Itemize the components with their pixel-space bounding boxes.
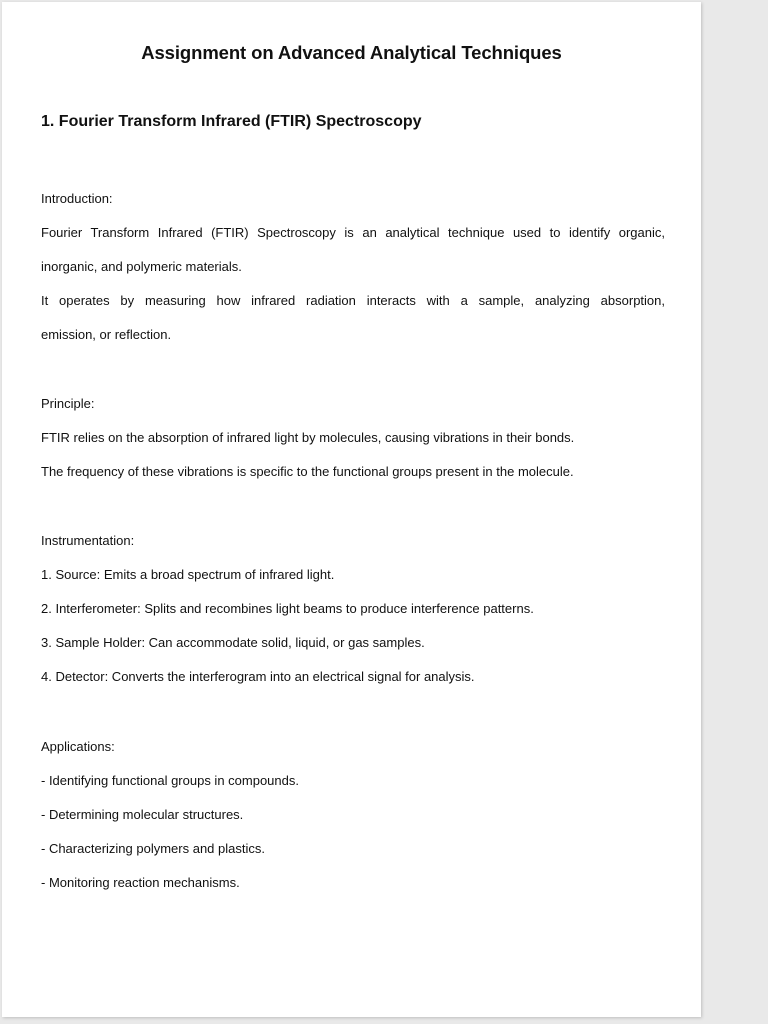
instrumentation-label: Instrumentation: bbox=[41, 533, 135, 548]
introduction-line: It operates by measuring how infrared radiation interacts with a sample, analyzing absorption, bbox=[41, 293, 665, 308]
document-title: Assignment on Advanced Analytical Techniques bbox=[141, 42, 562, 63]
applications-item: - Characterizing polymers and plastics. bbox=[41, 841, 265, 856]
applications-item: - Determining molecular structures. bbox=[41, 807, 244, 822]
applications-item: - Monitoring reaction mechanisms. bbox=[41, 875, 240, 890]
section-heading: 1. Fourier Transform Infrared (FTIR) Spectroscopy bbox=[41, 113, 422, 130]
applications-label: Applications: bbox=[41, 739, 115, 754]
applications-item: - Identifying functional groups in compounds. bbox=[41, 773, 299, 788]
introduction-label: Introduction: bbox=[41, 191, 113, 206]
document-page bbox=[2, 2, 701, 1017]
introduction-line: inorganic, and polymeric materials. bbox=[41, 259, 242, 274]
principle-line: The frequency of these vibrations is specific to the functional groups present in the molecule. bbox=[41, 464, 574, 479]
introduction-line: emission, or reflection. bbox=[41, 327, 172, 342]
principle-line: FTIR relies on the absorption of infrared light by molecules, causing vibrations in their bonds. bbox=[41, 430, 575, 445]
instrumentation-item: 3. Sample Holder: Can accommodate solid, liquid, or gas samples. bbox=[41, 635, 425, 650]
principle-label: Principle: bbox=[41, 396, 95, 411]
introduction-line: Fourier Transform Infrared (FTIR) Spectroscopy is an analytical technique used to identify organic, bbox=[41, 225, 665, 240]
instrumentation-item: 4. Detector: Converts the interferogram into an electrical signal for analysis. bbox=[41, 669, 475, 684]
instrumentation-item: 1. Source: Emits a broad spectrum of infrared light. bbox=[41, 567, 335, 582]
instrumentation-item: 2. Interferometer: Splits and recombines light beams to produce interference patterns. bbox=[41, 601, 534, 616]
